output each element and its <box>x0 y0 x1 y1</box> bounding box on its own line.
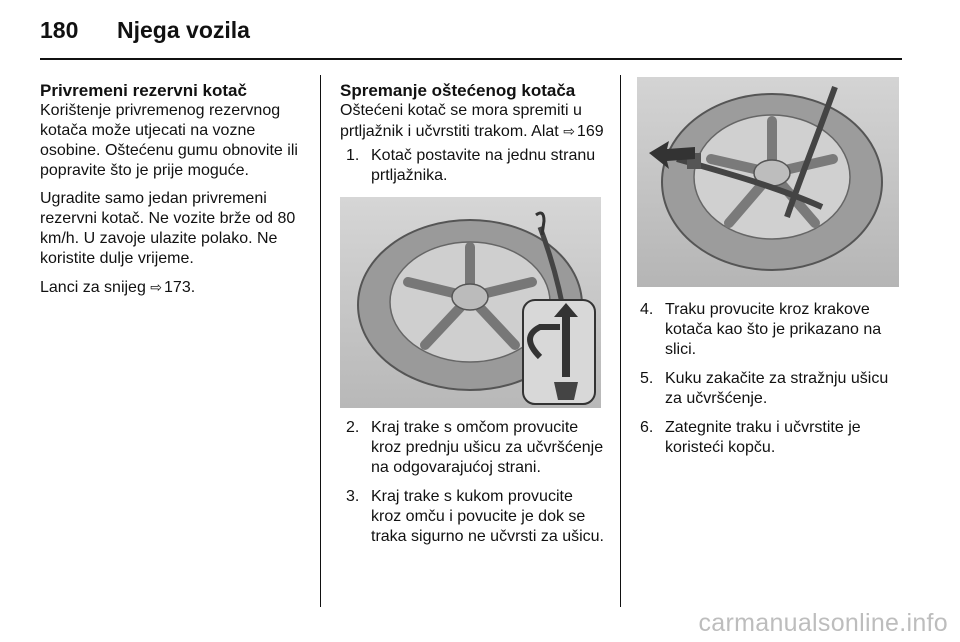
step-number: 2. <box>346 419 360 436</box>
list-item <box>346 146 606 186</box>
xref-arrow-icon: ⇨ <box>563 123 575 139</box>
list-item <box>346 418 606 478</box>
column-divider-right <box>620 75 621 607</box>
middle-steps-continued <box>340 418 606 556</box>
paragraph: Ugradite samo jedan privremeni rezervni kotač. Ne vozite brže od 80 km/h. U zavoje ulazite polako. Ne koristite dulje vrijeme. <box>40 190 296 267</box>
left-column <box>40 81 308 306</box>
step-number: 1. <box>346 147 360 164</box>
snow-chains-label: Lanci za snijeg <box>40 279 146 296</box>
section-heading-damaged-wheel: Spremanje oštećenog kotača <box>340 81 576 100</box>
page-number: 180 <box>40 17 79 43</box>
list-item <box>640 369 897 409</box>
steps-list <box>640 300 897 458</box>
hub <box>452 284 488 310</box>
step-text: Kraj trake s omčom provucite kroz prednju ušicu za učvršćenje na odgovarajućoj strani. <box>371 419 604 476</box>
list-item <box>640 418 897 458</box>
intro-text: Oštećeni kotač se mora spremiti u prtljažnik i učvrstiti trakom. Alat <box>340 102 582 140</box>
step-text: Kotač postavite na jednu stranu prtljažnika. <box>371 147 596 184</box>
header-rule <box>40 58 902 60</box>
step-text: Zategnite traku i učvrstite je koristeći kopču. <box>665 419 861 456</box>
buckle <box>554 382 578 400</box>
paragraph: Korištenje privremenog rezervnog kotača može utjecati na vozne osobine. Oštećenu gumu obnovite ili popravite što je prije moguće. <box>40 102 298 179</box>
step-text: Kraj trake s kukom provucite kroz omču i povucite je dok se traka sigurno ne učvrsti za ušicu. <box>371 488 604 545</box>
page-ref-link[interactable]: 169 <box>576 123 604 140</box>
middle-column <box>340 81 606 195</box>
list-item <box>640 300 897 360</box>
step-number: 3. <box>346 488 360 505</box>
right-column <box>637 300 897 467</box>
step-text: Kuku zakačite za stražnju ušicu za učvršćenje. <box>665 370 889 407</box>
list-item <box>346 487 606 547</box>
steps-list <box>346 146 606 186</box>
section-heading-spare-wheel: Privremeni rezervni kotač <box>40 81 247 100</box>
page-title: Njega vozila <box>117 17 250 43</box>
step-number: 5. <box>640 370 654 387</box>
snow-chains-reference <box>40 277 308 298</box>
column-divider-left <box>320 75 321 607</box>
wheel-illustration-1 <box>340 197 601 408</box>
step-number: 6. <box>640 419 654 436</box>
step-text: Traku provucite kroz krakove kotača kao što je prikazano na slici. <box>665 301 882 358</box>
page-ref-link[interactable]: 173. <box>164 279 196 296</box>
steps-list <box>346 418 606 547</box>
intro-paragraph <box>340 101 606 142</box>
xref-arrow-icon: ⇨ <box>150 279 163 295</box>
step-number: 4. <box>640 301 654 318</box>
watermark: carmanualsonline.info <box>698 609 948 637</box>
wheel-illustration-2 <box>637 77 899 287</box>
